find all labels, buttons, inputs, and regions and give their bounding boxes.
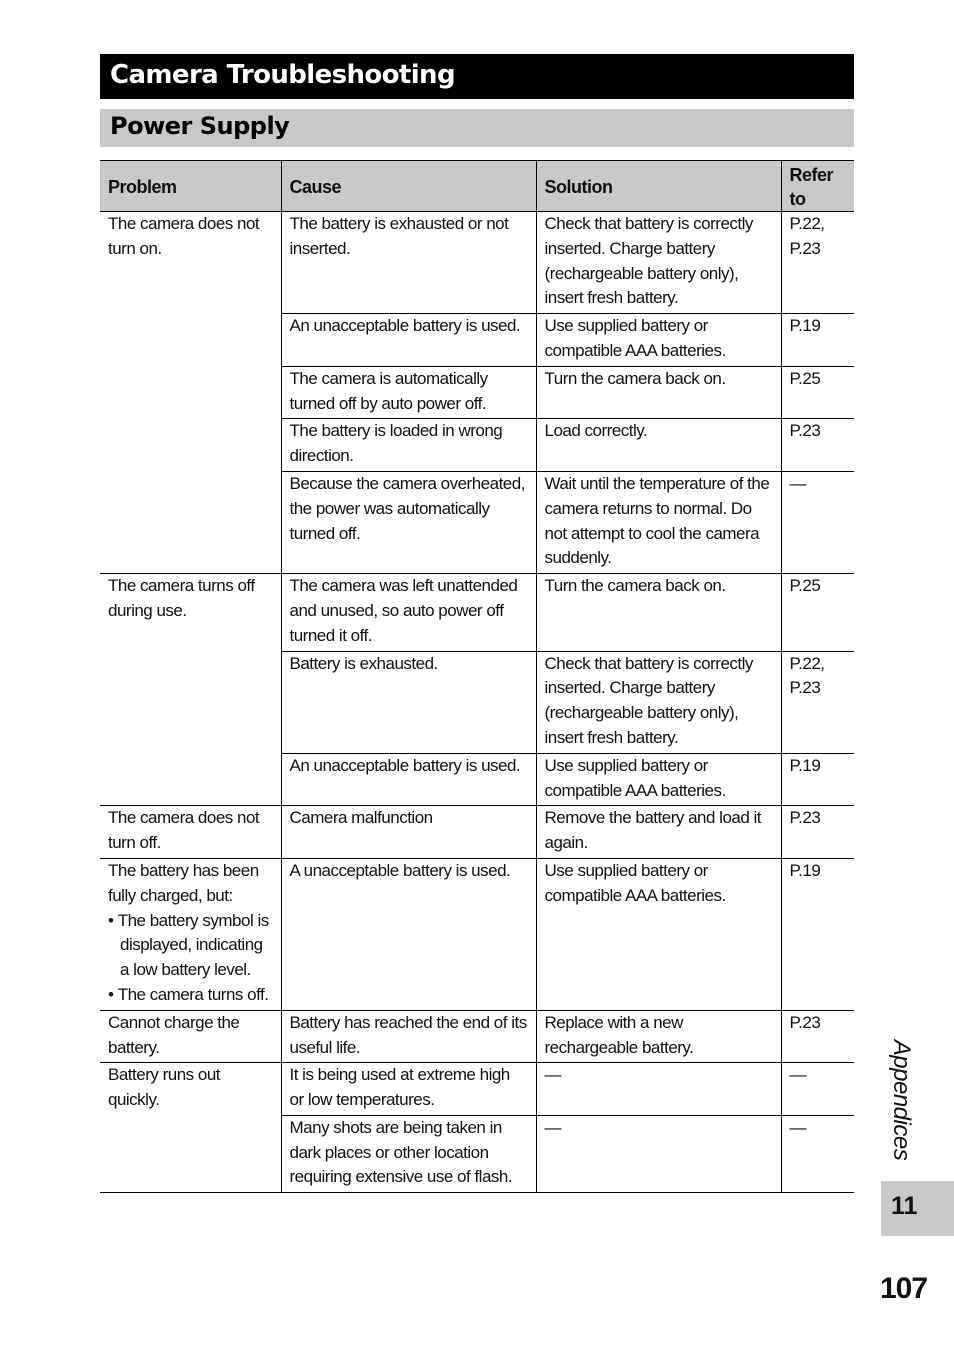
refer-cell: P.25	[781, 574, 854, 651]
cause-cell: An unacceptable battery is used.	[281, 753, 536, 806]
appendices-side-tab	[881, 1035, 921, 1165]
solution-cell: Turn the camera back on.	[536, 574, 781, 651]
chapter-number: 11	[891, 1192, 918, 1220]
solution-cell: —	[536, 1115, 781, 1192]
column-header-problem: Problem	[100, 161, 281, 212]
solution-cell: Remove the battery and load it again.	[536, 806, 781, 859]
cause-cell: The battery is exhausted or not inserted.	[281, 212, 536, 314]
cause-cell: Because the camera overheated, the power was automatically turned off.	[281, 471, 536, 573]
refer-cell: —	[781, 1115, 854, 1192]
refer-cell: P.22, P.23	[781, 651, 854, 753]
cause-cell: The camera was left unattended and unused, so auto power off turned it off.	[281, 574, 536, 651]
problem-bullet	[108, 983, 273, 1008]
table-row	[100, 806, 854, 859]
cause-cell: The camera is automatically turned off by auto power off.	[281, 366, 536, 419]
solution-cell: Check that battery is correctly inserted. Charge battery (rechargeable battery only), insert fresh battery.	[536, 212, 781, 314]
chapter-number-box	[881, 1181, 954, 1236]
page-title-bar	[100, 54, 854, 99]
column-header-solution: Solution	[536, 161, 781, 212]
column-header-refer-to: Refer to	[781, 161, 854, 212]
refer-cell: P.23	[781, 1010, 854, 1063]
table-body	[100, 212, 854, 1193]
solution-cell: Use supplied battery or compatible AAA batteries.	[536, 858, 781, 1010]
cause-cell: It is being used at extreme high or low temperatures.	[281, 1063, 536, 1116]
problem-text: The battery has been fully charged, but:	[108, 860, 259, 905]
table-row	[100, 212, 854, 314]
refer-cell: P.23	[781, 806, 854, 859]
solution-cell: Use supplied battery or compatible AAA batteries.	[536, 753, 781, 806]
table-row	[100, 574, 854, 651]
problem-cell	[100, 806, 281, 859]
problem-text: The camera does not turn off.	[108, 808, 260, 853]
table-header-row	[100, 161, 854, 212]
solution-cell: Load correctly.	[536, 419, 781, 472]
page-number: 107	[880, 1272, 928, 1305]
cause-cell: Camera malfunction	[281, 806, 536, 859]
refer-cell: —	[781, 1063, 854, 1116]
cause-cell: Many shots are being taken in dark places or other location requiring extensive use of flash.	[281, 1115, 536, 1192]
side-tab-label: Appendices	[888, 1039, 915, 1161]
table-row	[100, 1063, 854, 1116]
solution-cell: Wait until the temperature of the camera returns to normal. Do not attempt to cool the camera suddenly.	[536, 471, 781, 573]
column-header-cause: Cause	[281, 161, 536, 212]
problem-cell	[100, 574, 281, 806]
solution-cell: Turn the camera back on.	[536, 366, 781, 419]
problem-cell	[100, 1063, 281, 1193]
refer-cell: P.25	[781, 366, 854, 419]
page-title: Camera Troubleshooting	[110, 60, 455, 90]
cause-cell: The battery is loaded in wrong direction.	[281, 419, 536, 472]
cause-cell: A unacceptable battery is used.	[281, 858, 536, 1010]
problem-bullet	[108, 909, 273, 983]
section-header-bar	[100, 109, 854, 147]
problem-bullet-text: The battery symbol is displayed, indicating a low battery level.	[117, 910, 269, 980]
problem-cell	[100, 212, 281, 574]
problem-cell	[100, 1010, 281, 1063]
solution-cell: Check that battery is correctly inserted. Charge battery (rechargeable battery only), insert fresh battery.	[536, 651, 781, 753]
solution-cell: —	[536, 1063, 781, 1116]
refer-cell: —	[781, 471, 854, 573]
solution-cell: Use supplied battery or compatible AAA batteries.	[536, 314, 781, 367]
refer-cell: P.22, P.23	[781, 212, 854, 314]
refer-cell: P.19	[781, 753, 854, 806]
section-title: Power Supply	[110, 112, 290, 140]
problem-text: The camera does not turn on.	[108, 214, 260, 258]
refer-cell: P.19	[781, 314, 854, 367]
problem-text: Cannot charge the battery.	[108, 1012, 240, 1057]
table-row	[100, 1010, 854, 1063]
problem-cell	[100, 858, 281, 1010]
bullet-icon: •	[108, 910, 118, 930]
cause-cell: Battery is exhausted.	[281, 651, 536, 753]
troubleshooting-table	[100, 160, 854, 1193]
problem-text: The camera turns off during use.	[108, 576, 255, 620]
problem-text: Battery runs out quickly.	[108, 1065, 221, 1110]
solution-cell: Replace with a new rechargeable battery.	[536, 1010, 781, 1063]
cause-cell: An unacceptable battery is used.	[281, 314, 536, 367]
bullet-icon: •	[108, 984, 118, 1004]
refer-cell: P.23	[781, 419, 854, 472]
problem-bullet-text: The camera turns off.	[117, 984, 269, 1004]
refer-cell: P.19	[781, 858, 854, 1010]
table-row	[100, 858, 854, 1010]
cause-cell: Battery has reached the end of its useful life.	[281, 1010, 536, 1063]
